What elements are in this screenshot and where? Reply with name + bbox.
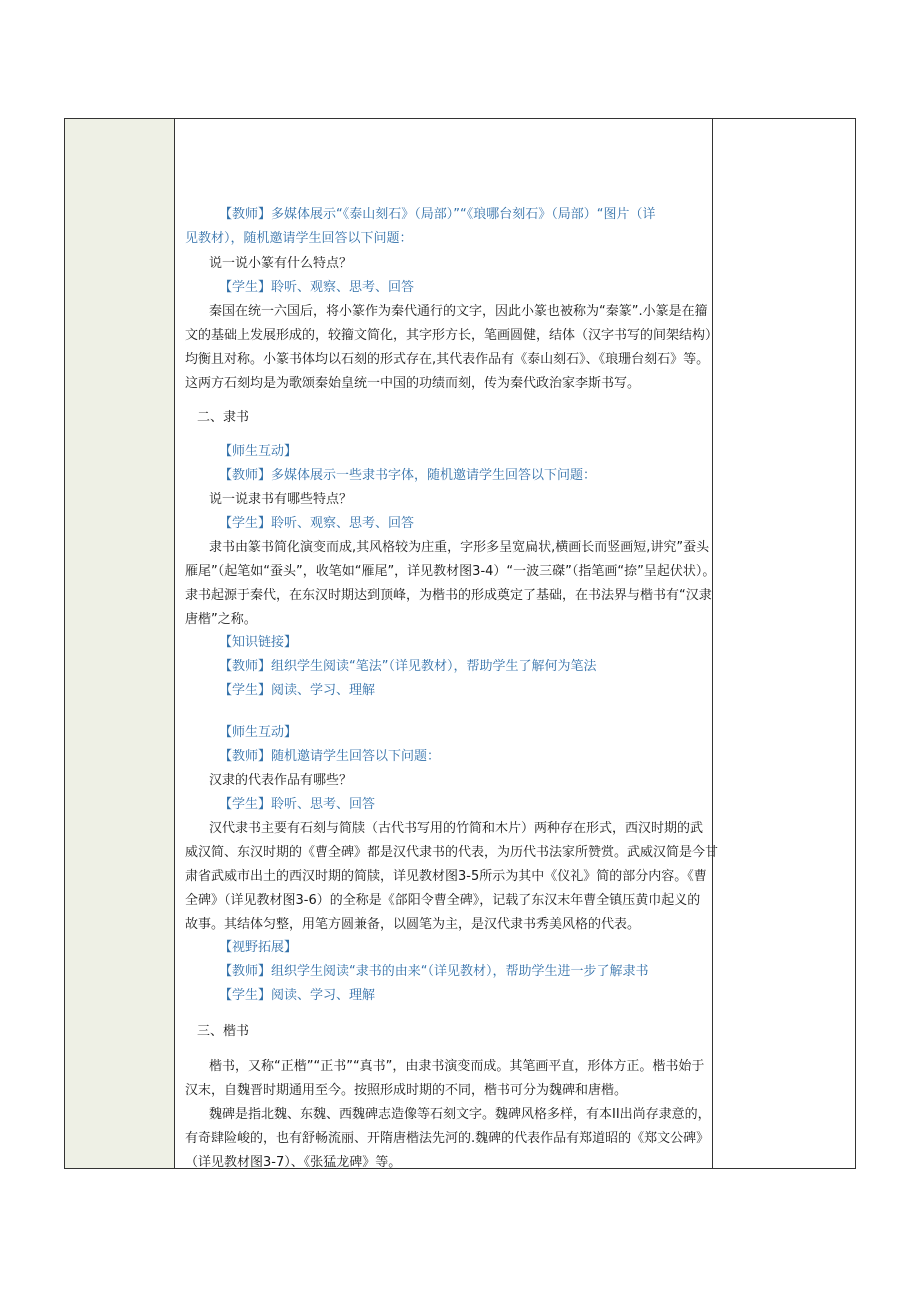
text-line: 文的基础上发展形成的，较籀文简化，其字形方长，笔画圆健，结体（汉字书写的间架结构） (185, 328, 719, 343)
text-line: 二、隶书 (197, 410, 250, 425)
text-line: 【教师】多媒体展示“《泰山刻石》（局部）”“《琅哪台刻石》（局部）“图片（详 (219, 207, 656, 222)
text-line: 隶书由篆书简化演变而成,其风格较为庄重，字形多呈宽扁状,横画长而竖画短,讲究”蚕头 (209, 540, 710, 555)
text-line: 汉代隶书主要有石刻与简牍（古代书写用的竹简和木片）两种存在形式，西汉时期的武 (209, 821, 704, 836)
right-column (713, 119, 855, 1168)
text-line: 【学生】聆听、观察、思考、回答 (219, 280, 415, 295)
text-line: 这两方石刻均是为歌颂秦始皇统一中国的功绩而刻，传为秦代政治家李斯书写。 (185, 376, 641, 391)
text-line: 秦国在统一六国后，将小篆作为秦代通行的文字，因此小篆也被称为“秦篆”.小篆是在籀 (209, 304, 708, 319)
left-column (65, 119, 175, 1168)
text-line: 楷书，又称“正楷”“正书”“真书”，由隶书演变而成。其笔画平直，形体方正。楷书始于 (209, 1059, 705, 1074)
text-line: 故事。其结体匀整，用笔方圆兼备，以圆笔为主，是汉代隶书秀美风格的代表。 (185, 917, 641, 932)
text-line: 【师生互动】 (219, 444, 298, 459)
text-line: 【视野拓展】 (219, 940, 298, 955)
text-line: 雁尾”（起笔如“蚕头”，收笔如“雁尾”，详见教材图3-4）“一波三磔”（指笔画“捺”呈起伏状）。 (185, 564, 716, 579)
text-line: 【教师】多媒体展示一些隶书字体，随机邀请学生回答以下问题： (219, 468, 597, 483)
text-line: 【师生互动】 (219, 725, 298, 740)
text-line: 【学生】聆听、观察、思考、回答 (219, 516, 415, 531)
text-line: 均衡且对称。小篆书体均以石刻的形式存在,其代表作品有《泰山刻石》、《琅珊台刻石》等。 (185, 352, 710, 367)
text-line: 汉隶的代表作品有哪些？ (209, 773, 353, 788)
text-line: 说一说小篆有什么特点？ (209, 256, 353, 271)
text-line: 说一说隶书有哪些特点？ (209, 492, 353, 507)
text-line: 汉末，自魏晋时期通用至今。按照形成时期的不同，楷书可分为魏碑和唐楷。 (185, 1083, 628, 1098)
text-line: 魏碑是指北魏、东魏、西魏碑志造像等石刻文字。魏碑风格多样，有本II出尚存隶意的， (209, 1107, 711, 1122)
text-line: 隶书起源于秦代，在东汉时期达到顶峰，为楷书的形成奠定了基础，在书法界与楷书有“汉隶 (185, 588, 712, 603)
lesson-table (64, 118, 856, 1169)
text-line: 全碑》（详见教材图3-6）的全称是《郃阳令曹全碑》，记载了东汉末年曹全镇压黄巾起义的 (185, 893, 701, 908)
text-line: 肃省武威市出土的西汉时期的简牍，详见教材图3-5所示为其中《仪礼》简的部分内容。《曹 (185, 869, 707, 884)
text-line: 唐楷”之称。 (185, 612, 257, 627)
main-column (175, 119, 719, 1170)
text-line: 见教材），随机邀请学生回答以下问题： (185, 231, 413, 246)
text-line: 【教师】组织学生阅读“笔法”（详见教材），帮助学生了解何为笔法 (219, 659, 597, 674)
text-line: 威汉简、东汉时期的《曹全碑》都是汉代隶书的代表，为历代书法家所赞赏。武威汉简是今甘 (185, 845, 719, 860)
text-line: 【学生】阅读、学习、理解 (219, 683, 376, 698)
text-line: 三、楷书 (197, 1024, 250, 1039)
text-line: 【学生】聆听、思考、回答 (219, 797, 376, 812)
text-line: （详见教材图3-7）、《张猛龙碑》等。 (185, 1155, 402, 1170)
text-line: 【学生】阅读、学习、理解 (219, 988, 376, 1003)
text-line: 【教师】组织学生阅读“隶书的由来“（详见教材），帮助学生进一步了解隶书 (219, 964, 649, 979)
text-line: 有奇肆险峻的，也有舒畅流丽、开隋唐楷法先河的.魏碑的代表作品有郑道昭的《郑文公碑》 (185, 1131, 710, 1146)
text-line: 【知识链接】 (219, 635, 298, 650)
text-line: 【教师】随机邀请学生回答以下问题： (219, 749, 441, 764)
